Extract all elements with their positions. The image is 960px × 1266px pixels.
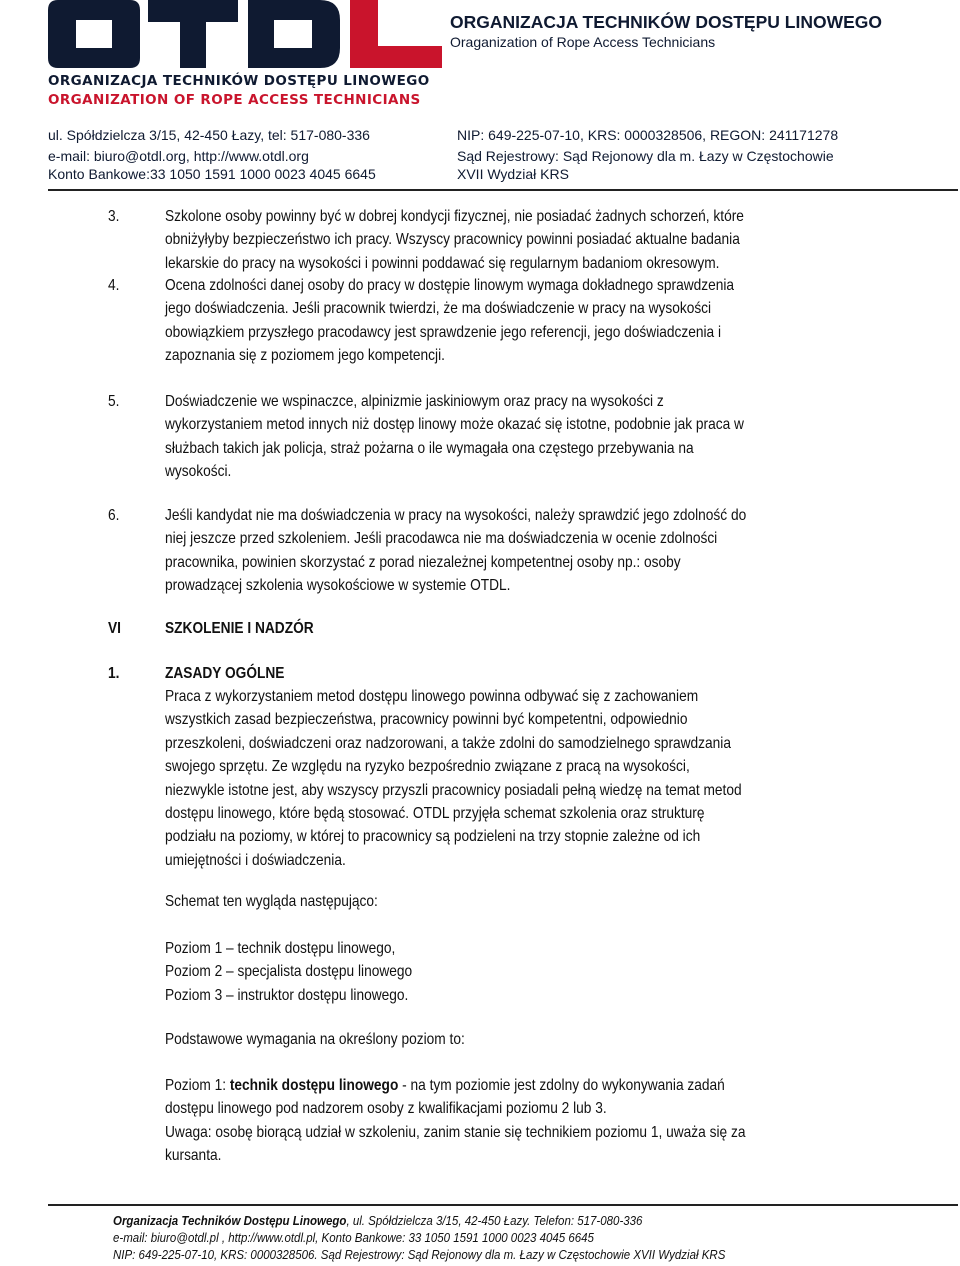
footer-line-3: NIP: 649-225-07-10, KRS: 0000328506. Sąd Rejestrowy: Sąd Rejonowy dla m. Łazy w Częstochowie XVII Wydział KRS [113,1248,726,1262]
paragraph-general-rules [165,685,851,872]
text-line: służbach takich jak policja, straż pożarna o ile wymagała ona częstego przebywania na [165,439,694,457]
item-number: 3. [108,208,120,225]
level1-suffix: - na tym poziomie jest zdolny do wykonywania zadań [398,1077,725,1094]
text-line: wszystkich zasad bezpieczeństwa, pracownicy powinni być kompetentni, odpowiednio [165,711,688,729]
text-line: Uwaga: osobę biorącą udział w szkoleniu, zanim stanie się technikiem poziomu 1, uważa się za [165,1123,746,1141]
paragraph-item-6 [165,504,851,598]
level-item: Poziom 1 – technik dostępu linowego, [165,940,396,957]
header-subtitle: Oraganization of Rope Access Technicians [450,34,716,50]
text-line: obowiązkiem przyszłego pracodawcy jest sprawdzenie jego referencji, jego doświadczenia i [165,323,722,341]
text-line: Szkolone osoby powinny być w dobrej kondycji fizycznej, nie posiadać żadnych schorzeń, które [165,208,744,225]
contact-court: Sąd Rejestrowy: Sąd Rejonowy dla m. Łazy w Częstochowie [457,148,834,164]
item-number: 6. [108,507,120,524]
item-number: 4. [108,277,120,294]
text-line: umiejętności i doświadczenia. [165,851,346,869]
text-line: Praca z wykorzystaniem metod dostępu linowego powinna odbywać się z zachowaniem [165,688,699,705]
text-line: wysokości. [165,463,232,481]
text-line: pracownika, powinien skorzystać z porad niezależnej kompetentnej osoby np.: osoby [165,553,681,571]
paragraph-item-3 [165,205,851,275]
text-line: Jeśli kandydat nie ma doświadczenia w pracy na wysokości, należy sprawdzić jego zdolność do [165,507,747,524]
text-line: zapoznania się z poziomem jego kompetencji. [165,347,445,365]
org-name-pl: ORGANIZACJA TECHNIKÓW DOSTĘPU LINOWEGO [48,73,430,89]
contact-nip: NIP: 649-225-07-10, KRS: 0000328506, REGON: 241171278 [457,127,839,143]
text-line: obniżyłyby bezpieczeństwo ich pracy. Wszyscy pracownicy powinni posiadać aktualne badania [165,231,740,249]
text-line: swojego sprzętu. Ze względu na ryzyko bezpośrednio związane z pracą na wysokości, [165,758,690,776]
text-line: Ocena zdolności danej osoby do pracy w dostępie linowym wymaga dokładnego sprawdzenia [165,277,735,294]
footer-divider [48,1204,958,1206]
footer-line-1 [113,1213,642,1230]
level-item: Poziom 2 – specjalista dostępu linowego [165,963,413,981]
header-divider [48,189,958,191]
text-line: prowadzącej szkolenia wysokościowe w systemie OTDL. [165,577,511,595]
org-name-en: ORGANIZATION OF ROPE ACCESS TECHNICIANS [48,92,421,108]
text-line: dostępu linowego pod nadzorem osoby z kwalifikacjami poziomu 2 lub 3. [165,1100,607,1118]
requirements-intro: Podstawowe wymagania na określony poziom to: [165,1031,465,1048]
level1-prefix: Poziom 1: [165,1077,230,1094]
level1-bold-title: technik dostępu linowego [229,1077,399,1094]
schema-intro: Schemat ten wygląda następująco: [165,893,378,910]
text-line: jego doświadczenia. Jeśli pracownik twierdzi, że ma doświadczenie w pracy na wysokości [165,300,712,318]
text-line: lekarskie do pracy na wysokości i powinni poddawać się regularnym badaniom okresowym. [165,254,720,272]
text-line: niezwykle istotne jest, aby wszyscy przyszli pracownicy posiadali pełną wiedzę na temat metod [165,781,742,799]
text-line: podziału na poziomy, w której to pracownicy są podzieleni na trzy stopnie zależne od ich [165,828,701,846]
otdl-logo [48,0,443,70]
footer-address: , ul. Spółdzielcza 3/15, 42-450 Łazy. Telefon: 517-080-336 [346,1214,643,1228]
level-item: Poziom 3 – instruktor dostępu linowego. [165,986,409,1004]
text-line: Doświadczenie we wspinaczce, alpinizmie jaskiniowym oraz pracy na wysokości z [165,393,664,410]
text-line: wykorzystaniem metod innych niż dostęp linowy może okazać się istotne, podobnie jak praca w [165,416,744,434]
text-line: przeszkoleni, doświadczeni oraz nadzorowani, a także zdolni do samodzielnego sprawdzania [165,734,732,752]
subsection-number: 1. [108,665,120,682]
contact-krs: XVII Wydział KRS [457,166,569,182]
section-title: SZKOLENIE I NADZÓR [165,620,314,637]
text-line: niej jeszcze przed szkoleniem. Jeśli pracodawca nie ma doświadczenia w ocenie zdolności [165,530,718,548]
contact-bank: Konto Bankowe:33 1050 1591 1000 0023 4045 6645 [48,166,376,182]
levels-list [165,937,851,1007]
paragraph-item-5 [165,390,851,484]
contact-address: ul. Spółdzielcza 3/15, 42-450 Łazy, tel: 517-080-336 [48,127,370,143]
level1-description [165,1074,851,1168]
footer-line-2: e-mail: biuro@otdl.pl , http://www.otdl.pl, Konto Bankowe: 33 1050 1591 1000 0023 4045 6645 [113,1231,594,1245]
text-line: dostępu linowego, które będą stosować. OTDL przyjęła schemat szkolenia oraz strukturę [165,805,705,823]
paragraph-item-4 [165,274,851,368]
text-line: kursanta. [165,1147,222,1165]
item-number: 5. [108,393,120,410]
subsection-title: ZASADY OGÓLNE [165,665,285,682]
text-line [165,1074,851,1097]
section-number: VI [108,620,121,637]
contact-email: e-mail: biuro@otdl.org, http://www.otdl.org [48,148,309,164]
header-title: ORGANIZACJA TECHNIKÓW DOSTĘPU LINOWEGO [450,12,882,32]
footer-org-name: Organizacja Techników Dostępu Linowego [113,1214,347,1228]
